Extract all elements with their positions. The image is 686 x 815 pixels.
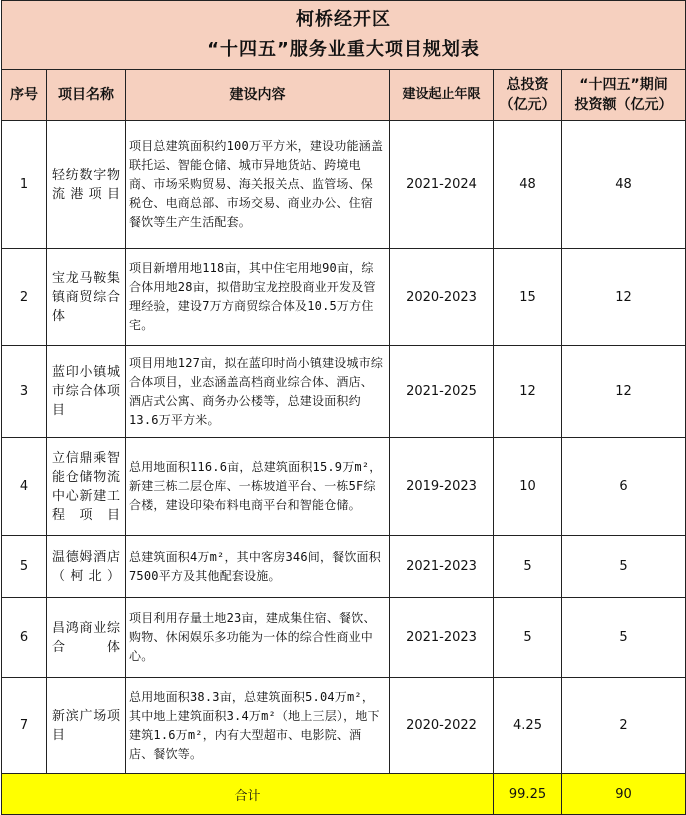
row-content: 总用地面积38.3亩，总建筑面积5.04万m²，其中地上建筑面积3.4万m²（地上三层），地下建筑1.6万m²，内有大型超市、电影院、酒店、餐饮等。: [126, 678, 390, 774]
row-name: 立信鼎乘智能仓储物流中心新建工程项目: [47, 438, 126, 536]
row-index: 6: [2, 598, 47, 678]
row-plan: 12: [562, 346, 686, 438]
header-plan-line1: “十四五”期间: [579, 77, 668, 93]
row-period: 2021-2023: [390, 598, 494, 678]
row-total: 5: [494, 536, 562, 598]
header-total-line1: 总投资: [506, 77, 549, 93]
row-content: 总用地面积116.6亩，总建筑面积15.9万m²，新建三栋二层仓库、一栋坡道平台、一栋5F综合楼，建设印染布料电商平台和智能仓储。: [126, 438, 390, 536]
total-label: 合计: [2, 774, 494, 815]
table-row: [2, 346, 686, 438]
header-period: 建设起止年限: [390, 70, 494, 121]
row-total: 48: [494, 121, 562, 249]
row-period: 2021-2025: [390, 346, 494, 438]
row-plan: 5: [562, 598, 686, 678]
row-period: 2020-2022: [390, 678, 494, 774]
title-line2: “十四五”服务业重大项目规划表: [207, 39, 480, 60]
row-plan: 6: [562, 438, 686, 536]
header-total: [494, 70, 562, 121]
row-plan: 5: [562, 536, 686, 598]
row-period: 2020-2023: [390, 249, 494, 346]
header-index: 序号: [2, 70, 47, 121]
row-period: 2021-2023: [390, 536, 494, 598]
header-total-line2: （亿元）: [499, 97, 556, 113]
row-total: 10: [494, 438, 562, 536]
header-content: 建设内容: [126, 70, 390, 121]
project-plan-table: [1, 0, 686, 815]
row-name: 轻纺数字物流港项目: [47, 121, 126, 249]
table-row: [2, 598, 686, 678]
row-content: 项目新增用地118亩，其中住宅用地90亩，综合体用地28亩，拟借助宝龙控股商业开发及管理经验，建设7万方商贸综合体及10.5万方住宅。: [126, 249, 390, 346]
row-index: 3: [2, 346, 47, 438]
row-period: 2021-2024: [390, 121, 494, 249]
row-index: 1: [2, 121, 47, 249]
table-row: [2, 536, 686, 598]
row-name: 蓝印小镇城市综合体项目: [47, 346, 126, 438]
table-row: [2, 678, 686, 774]
header-row: [2, 70, 686, 121]
header-name: 项目名称: [47, 70, 126, 121]
table-row: [2, 438, 686, 536]
row-total: 15: [494, 249, 562, 346]
header-plan-line2: 投资额（亿元）: [574, 97, 673, 113]
row-total: 4.25: [494, 678, 562, 774]
row-content: 总建筑面积4万m²，其中客房346间，餐饮面积7500平方及其他配套设施。: [126, 536, 390, 598]
row-plan: 2: [562, 678, 686, 774]
row-period: 2019-2023: [390, 438, 494, 536]
table-row: [2, 249, 686, 346]
header-plan: [562, 70, 686, 121]
row-content: 项目用地127亩，拟在蓝印时尚小镇建设城市综合体项目，业态涵盖高档商业综合体、酒店、酒店式公寓、商务办公楼等，总建设面积约13.6万平方米。: [126, 346, 390, 438]
row-index: 2: [2, 249, 47, 346]
total-investment: 99.25: [494, 774, 562, 815]
row-total: 5: [494, 598, 562, 678]
total-plan-investment: 90: [562, 774, 686, 815]
row-name: 昌鸿商业综合体: [47, 598, 126, 678]
row-index: 5: [2, 536, 47, 598]
total-row: [2, 774, 686, 815]
row-content: 项目总建筑面积约100万平方米，建设功能涵盖联托运、智能仓储、城市异地货站、跨境电商、市场采购贸易、海关报关点、监管场、保税仓、电商总部、市场交易、商业办公、住宿餐饮等生产生活配套。: [126, 121, 390, 249]
row-plan: 12: [562, 249, 686, 346]
title-line1: 柯桥经开区: [296, 9, 391, 30]
row-name: 新滨广场项目: [47, 678, 126, 774]
table-row: [2, 121, 686, 249]
row-index: 7: [2, 678, 47, 774]
table-title: [2, 1, 686, 70]
row-plan: 48: [562, 121, 686, 249]
row-name: 温德姆酒店（柯北）: [47, 536, 126, 598]
row-content: 项目利用存量土地23亩，建成集住宿、餐饮、购物、休闲娱乐多功能为一体的综合性商业中心。: [126, 598, 390, 678]
row-name: 宝龙马鞍集镇商贸综合体: [47, 249, 126, 346]
row-total: 12: [494, 346, 562, 438]
row-index: 4: [2, 438, 47, 536]
